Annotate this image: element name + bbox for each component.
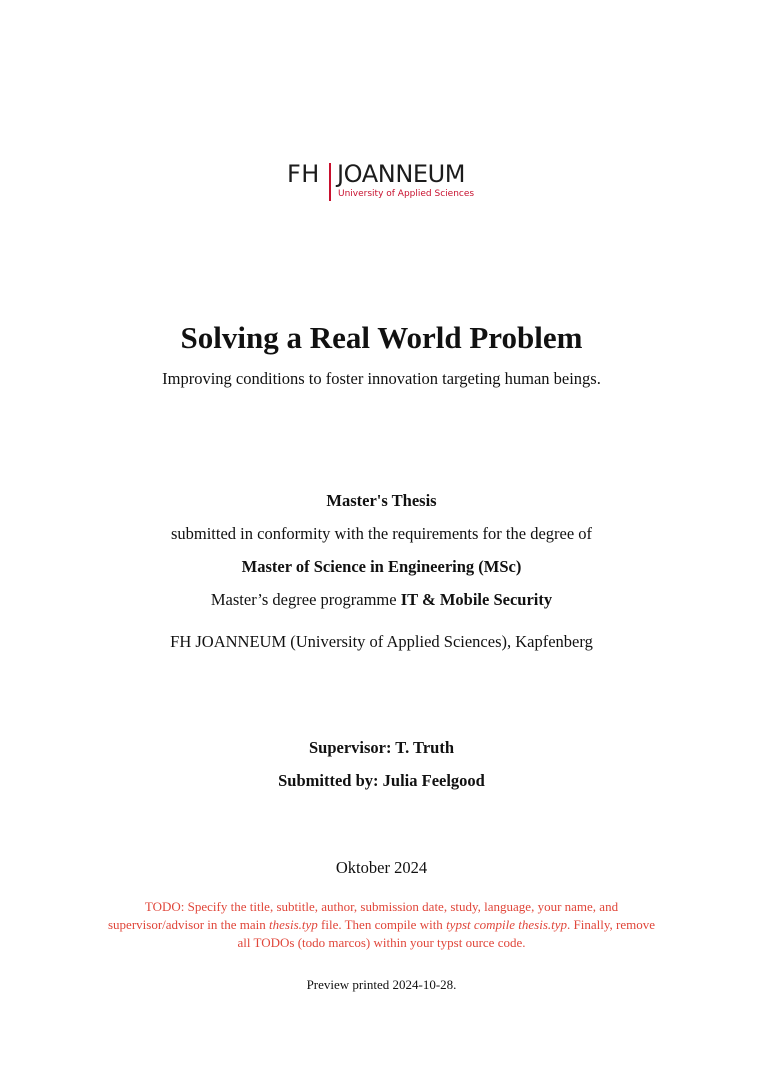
institution-logo xyxy=(287,161,487,203)
thesis-subtitle: Improving conditions to foster innovation targeting human beings. xyxy=(162,369,601,388)
programme-prefix: Master’s degree programme xyxy=(210,590,397,609)
todo-text-2: file. Then compile with xyxy=(317,917,447,932)
todo-text-3: . Finally, remove all TODOs (todo marcos) within your typst ource code. xyxy=(237,917,655,950)
todo-text-1: TODO: Specify the title, subtitle, author, submission date, study, language, your name, and supervisor/advisor in the main xyxy=(107,899,619,932)
degree-programme xyxy=(0,588,763,612)
author: Submitted by: Julia Feelgood xyxy=(278,771,485,790)
thesis-title: Solving a Real World Problem xyxy=(180,320,583,355)
todo-note xyxy=(100,898,663,952)
degree-name: Master of Science in Engineering (MSc) xyxy=(241,557,522,576)
thesis-type: Master's Thesis xyxy=(326,491,437,510)
todo-command: typst compile thesis.typ xyxy=(446,917,568,932)
logo-subtitle: University of Applied Sciences xyxy=(338,189,475,199)
conformity-statement: submitted in conformity with the requirements for the degree of xyxy=(170,524,593,543)
logo-name-text: JOANNEUM xyxy=(337,160,466,188)
preview-date-note: Preview printed 2024-10-28. xyxy=(306,977,457,992)
logo-fh-text: FH xyxy=(287,160,320,188)
logo-divider-bar xyxy=(329,163,331,201)
institution-name: FH JOANNEUM (University of Applied Sciences), Kapfenberg xyxy=(170,632,593,651)
supervisor: Supervisor: T. Truth xyxy=(308,738,454,757)
programme-name: IT & Mobile Security xyxy=(400,590,553,609)
todo-file: thesis.typ xyxy=(269,917,318,932)
submission-date: Oktober 2024 xyxy=(335,858,428,877)
